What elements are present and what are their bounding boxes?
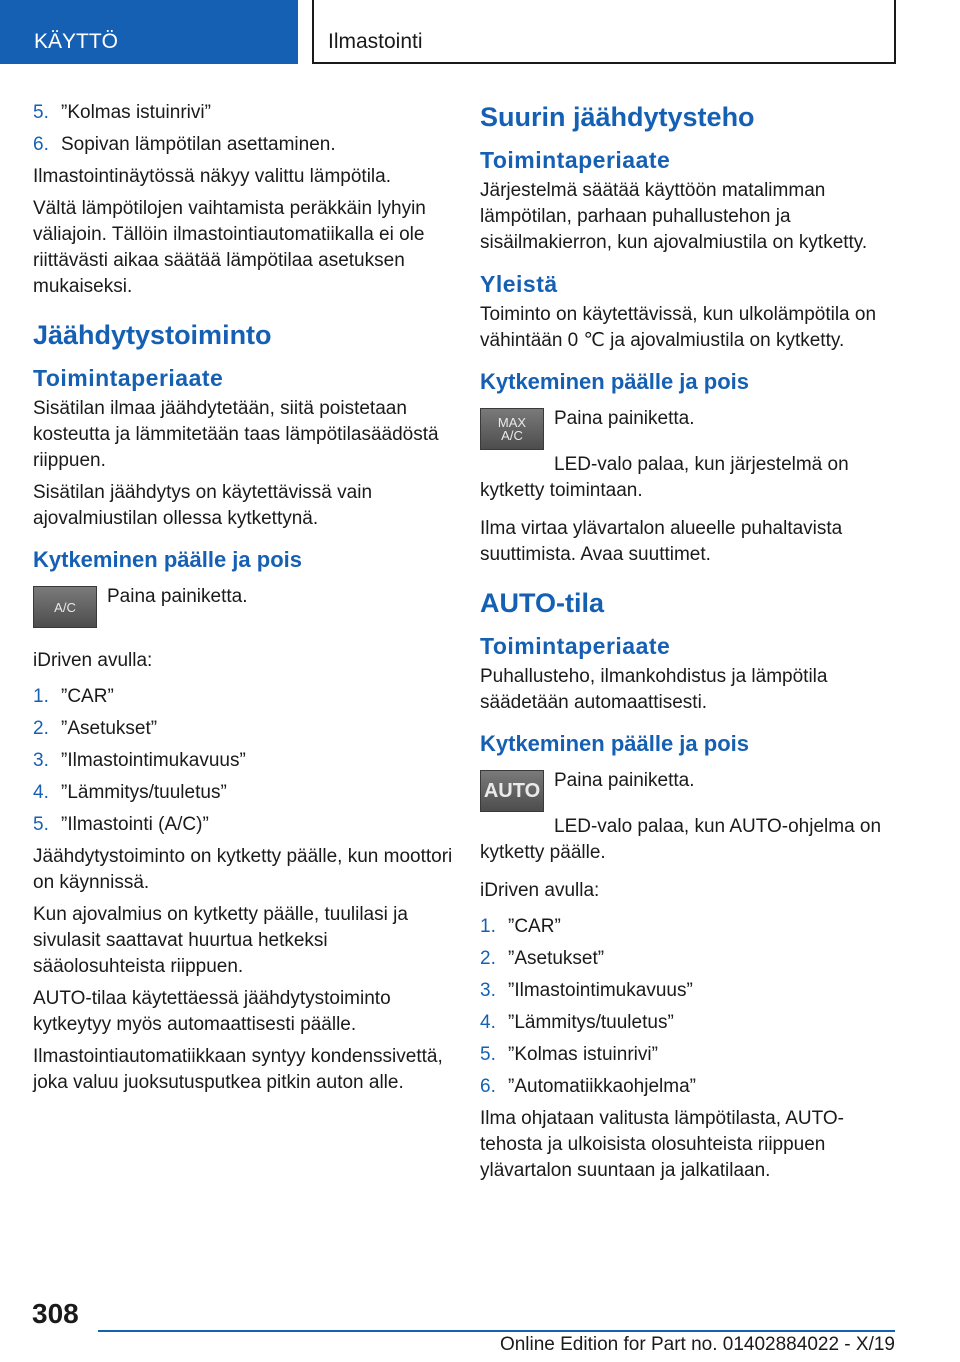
list-number: 4. [33, 782, 49, 803]
list-text: ”Automatiikkaohjelma” [508, 1076, 696, 1097]
paragraph: AUTO-tilaa käytettäessä jäähdytystoiminto kytkeytyy myös automaattisesti päälle. [33, 988, 391, 1035]
paragraph: iDriven avulla: [33, 650, 153, 671]
list-text: Sopivan lämpötilan asettaminen. [61, 134, 336, 155]
paragraph: Puhallusteho, ilmankohdistus ja lämpötila säädetään automaattisesti. [480, 666, 828, 713]
subheading-switch: Kytkeminen päälle ja pois [33, 547, 302, 572]
paragraph: Ilmastointiautomatiikkaan syntyy kondenssivettä, joka valuu juoksutusputkea pitkin auton alle. [33, 1046, 443, 1093]
list-number: 2. [480, 948, 496, 969]
list-item [33, 780, 453, 806]
header-chapter-label: Ilmastointi [328, 30, 423, 53]
header-chapter-tab [312, 0, 896, 64]
paragraph: Paina painiketta. [554, 408, 695, 429]
list-number: 3. [33, 750, 49, 771]
list-text: ”Ilmastointi (A/C)” [61, 814, 209, 835]
list-number: 1. [33, 686, 49, 707]
section-title-cooling: Jäähdytystoiminto [33, 320, 272, 350]
section-title-auto: AUTO-tila [480, 588, 605, 618]
paragraph: Sisätilan ilmaa jäähdytetään, siitä poistetaan kosteutta ja lämmitetään taas lämpötilasäädöstä riippuen. [33, 398, 439, 471]
list-number: 1. [480, 916, 496, 937]
subheading-principle: Toimintaperiaate [480, 147, 671, 173]
paragraph: Paina painiketta. [107, 586, 248, 607]
button-instruction [480, 768, 900, 812]
paragraph: Ilma ohjataan valitusta lämpötilasta, AUTO-tehosta ja ulkoisista olosuhteista riippuen ylävartalon suuntaan ja jalkatilaan. [480, 1108, 844, 1181]
max-ac-button-icon [480, 408, 544, 450]
right-column [480, 100, 900, 1190]
ac-button-icon [33, 586, 97, 628]
section-title-max-cooling: Suurin jäähdytysteho [480, 102, 755, 132]
max-ac-label-top: MAX [497, 415, 527, 430]
list-number: 5. [33, 102, 49, 123]
paragraph: Ilma virtaa ylävartalon alueelle puhaltavista suuttimista. Avaa suuttimet. [480, 518, 843, 565]
paragraph: Sisätilan jäähdytys on käytettävissä vain ajovalmiustilan ollessa kytkettynä. [33, 482, 373, 529]
list-item [33, 100, 453, 126]
paragraph: Jäähdytystoiminto on kytketty päälle, kun moottori on käynnissä. [33, 846, 453, 893]
list-number: 5. [33, 814, 49, 835]
subheading-switch: Kytkeminen päälle ja pois [480, 731, 749, 756]
auto-button-label: AUTO [483, 779, 541, 802]
list-item [33, 812, 453, 838]
paragraph: Ilmastointinäytössä näkyy valittu lämpötila. [33, 166, 391, 187]
list-text: ”Kolmas istuinrivi” [61, 102, 211, 123]
list-text: ”Ilmastointimukavuus” [508, 980, 693, 1001]
list-item [33, 716, 453, 742]
left-column [33, 100, 453, 1102]
button-instruction [480, 406, 900, 450]
list-item [480, 946, 900, 972]
list-item [480, 978, 900, 1004]
footer-divider [98, 1330, 895, 1332]
list-item [33, 684, 453, 710]
paragraph: Vältä lämpötilojen vaihtamista peräkkäin lyhyin väliajoin. Tällöin ilmastointiautomatiikalla ei ole riittävästi aikaa säätää lämpötilaa asetuksen mukaiseksi. [33, 198, 426, 297]
list-item [480, 1042, 900, 1068]
list-text: ”Kolmas istuinrivi” [508, 1044, 658, 1065]
paragraph: Järjestelmä säätää käyttöön matalimman lämpötilan, parhaan puhallustehon ja sisäilmakierron, kun ajovalmiustila on kytketty. [480, 180, 868, 253]
list-item [33, 132, 453, 158]
list-number: 2. [33, 718, 49, 739]
list-text: ”Lämmitys/tuuletus” [508, 1012, 674, 1033]
list-number: 5. [480, 1044, 496, 1065]
edition-text: Online Edition for Part no. 01402884022 - X/19 [499, 1334, 895, 1355]
list-text: ”CAR” [508, 916, 561, 937]
subheading-switch: Kytkeminen päälle ja pois [480, 369, 749, 394]
paragraph: Paina painiketta. [554, 770, 695, 791]
list-item [480, 1010, 900, 1036]
subheading-general: Yleistä [480, 271, 558, 297]
list-number: 4. [480, 1012, 496, 1033]
list-text: ”Asetukset” [508, 948, 605, 969]
auto-button-icon [480, 770, 544, 812]
button-instruction [33, 584, 453, 628]
list-number: 6. [33, 134, 49, 155]
list-text: ”CAR” [61, 686, 114, 707]
paragraph: LED-valo palaa, kun järjestelmä on kytketty toimintaan. [480, 454, 849, 501]
paragraph: iDriven avulla: [480, 880, 600, 901]
list-item [33, 748, 453, 774]
ac-button-label: A/C [54, 599, 76, 615]
list-number: 6. [480, 1076, 496, 1097]
subheading-principle: Toimintaperiaate [480, 633, 671, 659]
list-text: ”Lämmitys/tuuletus” [61, 782, 227, 803]
page-number: 308 [32, 1298, 79, 1329]
list-item [480, 1074, 900, 1100]
list-item [480, 914, 900, 940]
header-section-tab [0, 0, 298, 64]
paragraph: Toiminto on käytettävissä, kun ulkolämpötila on vähintään 0 ℃ ja ajovalmiustila on kytketty. [480, 304, 877, 351]
list-text: ”Ilmastointimukavuus” [61, 750, 246, 771]
paragraph: LED-valo palaa, kun AUTO-ohjelma on kytketty päälle. [480, 816, 882, 863]
subheading-principle: Toimintaperiaate [33, 365, 224, 391]
list-number: 3. [480, 980, 496, 1001]
paragraph: Kun ajovalmius on kytketty päälle, tuulilasi ja sivulasit saattavat huurtua hetkeksi sääolosuhteista riippuen. [33, 904, 408, 977]
list-text: ”Asetukset” [61, 718, 158, 739]
max-ac-label-bottom: A/C [501, 428, 523, 443]
header-section-label: KÄYTTÖ [34, 30, 119, 53]
